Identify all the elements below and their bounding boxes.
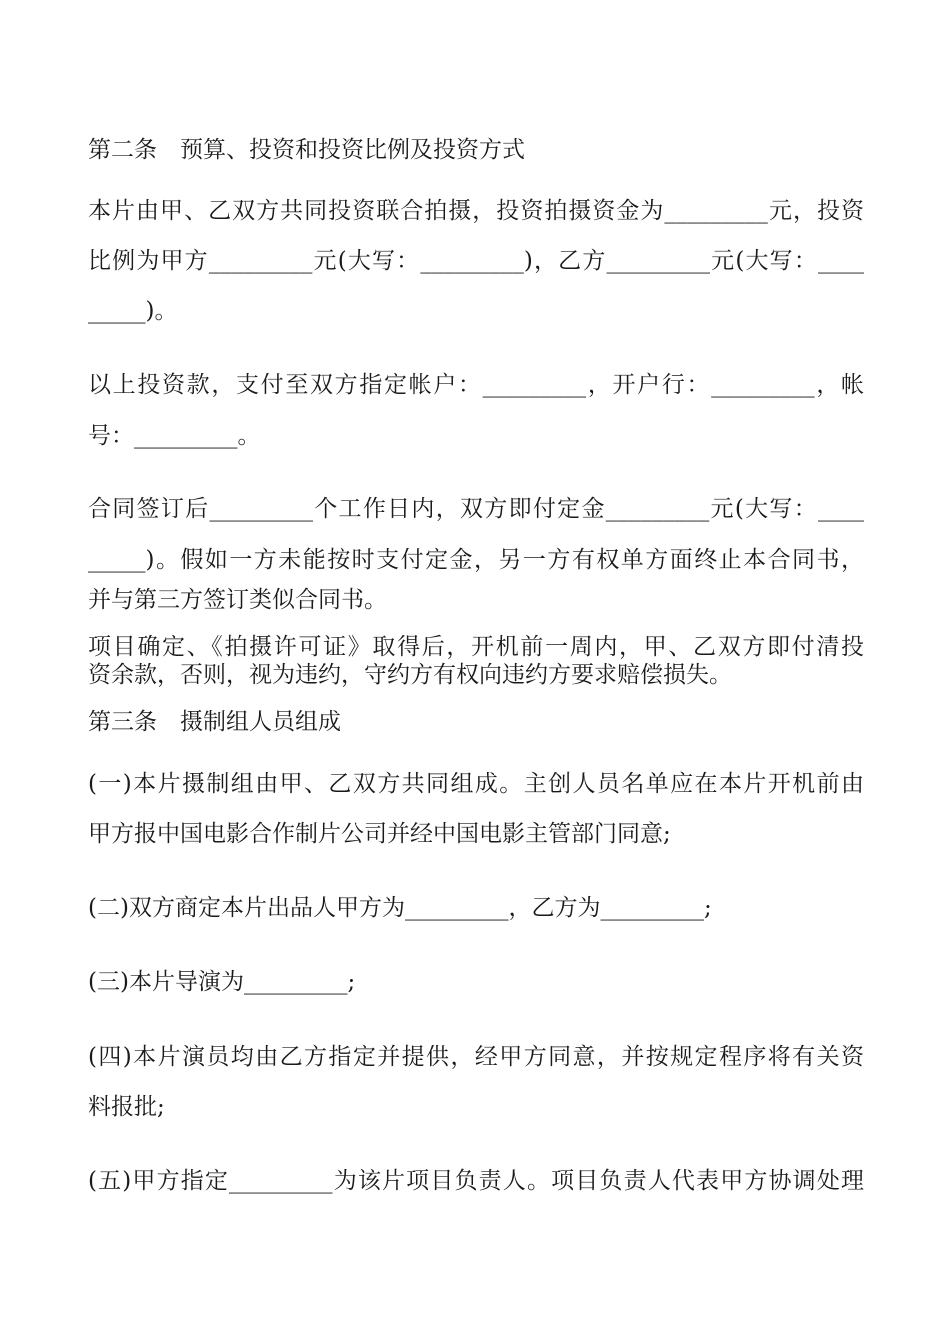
- paragraph-line: 号：_________。: [88, 423, 261, 449]
- list-item: (一)本片摄制组由甲、乙双方共同组成。主创人员名单应在本片开机前由: [88, 771, 864, 797]
- list-item: (四)本片演员均由乙方指定并提供，经甲方同意，并按规定程序将有关资: [88, 1044, 864, 1070]
- article-3-heading: 第三条 摄制组人员组成: [88, 709, 341, 735]
- paragraph-line: 本片由甲、乙双方共同投资联合拍摄，投资拍摄资金为_________元，投资: [88, 198, 864, 224]
- paragraph-line: 资余款，否则，视为违约，守约方有权向违约方要求赔偿损失。: [88, 662, 732, 688]
- list-item: 料报批;: [88, 1094, 165, 1120]
- paragraph-line: 合同签订后_________个工作日内，双方即付定金_________元(大写：____: [88, 496, 864, 522]
- paragraph-line: 项目确定、《拍摄许可证》取得后，开机前一周内，甲、乙双方即付清投: [88, 634, 864, 660]
- list-item: (五)甲方指定_________为该片项目负责人。项目负责人代表甲方协调处理: [88, 1168, 864, 1194]
- paragraph-line: 以上投资款，支付至双方指定帐户：_________，开户行：_________，帐: [88, 372, 864, 398]
- paragraph-line: 比例为甲方_________元(大写：_________)，乙方_________元(大写：____: [88, 248, 864, 274]
- article-2-heading: 第二条 预算、投资和投资比例及投资方式: [88, 137, 525, 163]
- paragraph-line: 并与第三方签订类似合同书。: [88, 587, 387, 613]
- list-item: 甲方报中国电影合作制片公司并经中国电影主管部门同意;: [88, 821, 671, 847]
- list-item: (二)双方商定本片出品人甲方为_________，乙方为_________;: [88, 895, 712, 921]
- paragraph-line: _____)。: [88, 298, 178, 324]
- list-item: (三)本片导演为_________;: [88, 969, 356, 995]
- paragraph-line: _____)。假如一方未能按时支付定金，另一方有权单方面终止本合同书，: [88, 547, 864, 573]
